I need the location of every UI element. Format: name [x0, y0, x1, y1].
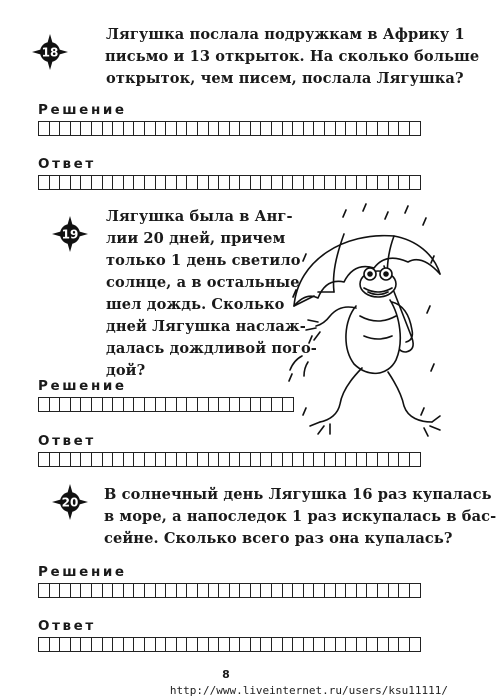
- grid-cell[interactable]: [336, 122, 347, 135]
- grid-cell[interactable]: [113, 176, 124, 189]
- grid-cell[interactable]: [50, 176, 61, 189]
- problem-18-badge: [32, 34, 68, 70]
- grid-cell[interactable]: [71, 584, 82, 597]
- solution-grid-20[interactable]: [38, 583, 421, 598]
- grid-cell[interactable]: [230, 638, 241, 651]
- grid-cell[interactable]: [177, 122, 188, 135]
- grid-cell[interactable]: [357, 176, 368, 189]
- grid-cell[interactable]: [399, 638, 410, 651]
- grid-cell[interactable]: [209, 176, 220, 189]
- grid-cell[interactable]: [124, 122, 135, 135]
- grid-cell[interactable]: [177, 638, 188, 651]
- grid-cell[interactable]: [251, 638, 262, 651]
- grid-cell[interactable]: [304, 584, 315, 597]
- grid-cell[interactable]: [81, 453, 92, 466]
- grid-cell[interactable]: [71, 398, 82, 411]
- grid-cell[interactable]: [187, 584, 198, 597]
- grid-cell[interactable]: [293, 453, 304, 466]
- grid-cell[interactable]: [410, 176, 421, 189]
- grid-cell[interactable]: [346, 176, 357, 189]
- grid-cell[interactable]: [272, 176, 283, 189]
- problem-19-line: далась дождливой пого-: [106, 340, 317, 357]
- grid-cell[interactable]: [198, 398, 209, 411]
- problem-19-line: шел дождь. Сколько: [106, 296, 285, 313]
- grid-cell[interactable]: [177, 584, 188, 597]
- grid-cell[interactable]: [113, 584, 124, 597]
- grid-cell[interactable]: [145, 584, 156, 597]
- grid-cell[interactable]: [166, 122, 177, 135]
- grid-cell[interactable]: [389, 122, 400, 135]
- grid-cell[interactable]: [336, 638, 347, 651]
- answer-grid-18[interactable]: [38, 175, 421, 190]
- grid-cell[interactable]: [145, 638, 156, 651]
- grid-cell[interactable]: [60, 453, 71, 466]
- grid-cell[interactable]: [156, 638, 167, 651]
- grid-cell[interactable]: [50, 398, 61, 411]
- grid-cell[interactable]: [293, 176, 304, 189]
- grid-cell[interactable]: [346, 638, 357, 651]
- grid-cell[interactable]: [304, 176, 315, 189]
- grid-cell[interactable]: [71, 638, 82, 651]
- grid-cell[interactable]: [336, 453, 347, 466]
- grid-cell[interactable]: [71, 122, 82, 135]
- grid-cell[interactable]: [60, 398, 71, 411]
- grid-cell[interactable]: [103, 453, 114, 466]
- solution-label-20: Решение: [38, 564, 127, 580]
- grid-cell[interactable]: [346, 584, 357, 597]
- grid-cell[interactable]: [410, 638, 421, 651]
- grid-cell[interactable]: [134, 122, 145, 135]
- grid-cell[interactable]: [293, 122, 304, 135]
- grid-cell[interactable]: [219, 398, 230, 411]
- problem-19-line: дней Лягушка наслаж-: [106, 318, 306, 335]
- grid-cell[interactable]: [283, 176, 294, 189]
- grid-cell[interactable]: [357, 122, 368, 135]
- grid-cell[interactable]: [251, 453, 262, 466]
- grid-cell[interactable]: [177, 176, 188, 189]
- answer-label-18: Ответ: [38, 156, 96, 172]
- grid-cell[interactable]: [92, 638, 103, 651]
- grid-cell[interactable]: [389, 584, 400, 597]
- grid-cell[interactable]: [367, 176, 378, 189]
- grid-cell[interactable]: [240, 122, 251, 135]
- problem-20-text: [104, 484, 496, 550]
- grid-cell[interactable]: [187, 638, 198, 651]
- grid-cell[interactable]: [145, 398, 156, 411]
- grid-cell[interactable]: [198, 122, 209, 135]
- grid-cell[interactable]: [134, 398, 145, 411]
- grid-cell[interactable]: [103, 638, 114, 651]
- grid-cell[interactable]: [166, 584, 177, 597]
- grid-cell[interactable]: [124, 584, 135, 597]
- grid-cell[interactable]: [346, 122, 357, 135]
- problem-19-line: только 1 день светило: [106, 252, 301, 269]
- solution-grid-19[interactable]: [38, 397, 294, 412]
- grid-cell[interactable]: [283, 398, 294, 411]
- grid-cell[interactable]: [219, 176, 230, 189]
- grid-cell[interactable]: [389, 453, 400, 466]
- grid-cell[interactable]: [389, 638, 400, 651]
- frog-umbrella-illustration: [284, 196, 444, 436]
- problem-20-line: В солнечный день Лягушка 16 раз купалась: [104, 486, 492, 503]
- grid-cell[interactable]: [399, 453, 410, 466]
- grid-cell[interactable]: [367, 453, 378, 466]
- grid-cell[interactable]: [60, 584, 71, 597]
- grid-cell[interactable]: [410, 584, 421, 597]
- grid-cell[interactable]: [399, 122, 410, 135]
- grid-cell[interactable]: [378, 638, 389, 651]
- grid-cell[interactable]: [325, 453, 336, 466]
- grid-cell[interactable]: [209, 584, 220, 597]
- grid-cell[interactable]: [134, 176, 145, 189]
- grid-cell[interactable]: [81, 176, 92, 189]
- grid-cell[interactable]: [113, 638, 124, 651]
- grid-cell[interactable]: [177, 398, 188, 411]
- grid-cell[interactable]: [314, 638, 325, 651]
- grid-cell[interactable]: [92, 122, 103, 135]
- grid-cell[interactable]: [81, 584, 92, 597]
- grid-cell[interactable]: [156, 176, 167, 189]
- grid-cell[interactable]: [198, 453, 209, 466]
- grid-cell[interactable]: [113, 122, 124, 135]
- problem-20-badge: [52, 484, 88, 520]
- grid-cell[interactable]: [187, 398, 198, 411]
- grid-cell[interactable]: [60, 638, 71, 651]
- grid-cell[interactable]: [261, 398, 272, 411]
- grid-cell[interactable]: [198, 176, 209, 189]
- grid-cell[interactable]: [134, 638, 145, 651]
- grid-cell[interactable]: [261, 453, 272, 466]
- grid-cell[interactable]: [113, 398, 124, 411]
- problem-18-text: [106, 24, 479, 90]
- grid-cell[interactable]: [283, 638, 294, 651]
- grid-cell[interactable]: [145, 453, 156, 466]
- grid-cell[interactable]: [219, 638, 230, 651]
- grid-cell[interactable]: [92, 453, 103, 466]
- grid-cell[interactable]: [293, 638, 304, 651]
- grid-cell[interactable]: [304, 453, 315, 466]
- grid-cell[interactable]: [156, 453, 167, 466]
- grid-cell[interactable]: [209, 453, 220, 466]
- answer-label-19: Ответ: [38, 433, 96, 449]
- grid-cell[interactable]: [272, 638, 283, 651]
- grid-cell[interactable]: [283, 584, 294, 597]
- grid-cell[interactable]: [336, 176, 347, 189]
- answer-label-20: Ответ: [38, 618, 96, 634]
- grid-cell[interactable]: [261, 638, 272, 651]
- grid-cell[interactable]: [272, 398, 283, 411]
- problem-19-line: солнце, а в остальные: [106, 274, 300, 291]
- grid-cell[interactable]: [251, 122, 262, 135]
- grid-cell[interactable]: [283, 122, 294, 135]
- grid-cell[interactable]: [81, 398, 92, 411]
- grid-cell[interactable]: [251, 398, 262, 411]
- grid-cell[interactable]: [357, 638, 368, 651]
- grid-cell[interactable]: [50, 584, 61, 597]
- grid-cell[interactable]: [124, 398, 135, 411]
- problem-18-line: Лягушка послала подружкам в Африку 1: [106, 26, 465, 43]
- grid-cell[interactable]: [92, 398, 103, 411]
- grid-cell[interactable]: [367, 122, 378, 135]
- grid-cell[interactable]: [272, 453, 283, 466]
- watermark-url: http://www.liveinternet.ru/users/ksu11111/: [169, 684, 448, 697]
- grid-cell[interactable]: [304, 122, 315, 135]
- grid-cell[interactable]: [50, 453, 61, 466]
- grid-cell[interactable]: [103, 176, 114, 189]
- problem-19-badge: [52, 216, 88, 252]
- grid-cell[interactable]: [410, 122, 421, 135]
- problem-20-number: 20: [61, 495, 79, 510]
- grid-cell[interactable]: [378, 176, 389, 189]
- grid-cell[interactable]: [209, 638, 220, 651]
- problem-19-line: лии 20 дней, причем: [106, 230, 286, 247]
- grid-cell[interactable]: [272, 584, 283, 597]
- grid-cell[interactable]: [134, 453, 145, 466]
- grid-cell[interactable]: [60, 176, 71, 189]
- grid-cell[interactable]: [177, 453, 188, 466]
- grid-cell[interactable]: [251, 584, 262, 597]
- grid-cell[interactable]: [50, 638, 61, 651]
- grid-cell[interactable]: [198, 638, 209, 651]
- grid-cell[interactable]: [325, 638, 336, 651]
- grid-cell[interactable]: [81, 122, 92, 135]
- grid-cell[interactable]: [209, 398, 220, 411]
- grid-cell[interactable]: [103, 398, 114, 411]
- problem-19-number: 19: [61, 227, 79, 242]
- grid-cell[interactable]: [39, 584, 50, 597]
- page-number: 8: [222, 668, 230, 681]
- grid-cell[interactable]: [39, 453, 50, 466]
- grid-cell[interactable]: [357, 584, 368, 597]
- grid-cell[interactable]: [92, 176, 103, 189]
- problem-18-line: письмо и 13 открыток. На сколько больше: [105, 48, 480, 65]
- grid-cell[interactable]: [39, 122, 50, 135]
- grid-cell[interactable]: [113, 453, 124, 466]
- grid-cell[interactable]: [156, 122, 167, 135]
- grid-cell[interactable]: [103, 584, 114, 597]
- problem-19-line: дой?: [106, 362, 146, 379]
- grid-cell[interactable]: [187, 176, 198, 189]
- grid-cell[interactable]: [166, 638, 177, 651]
- grid-cell[interactable]: [209, 122, 220, 135]
- grid-cell[interactable]: [71, 453, 82, 466]
- grid-cell[interactable]: [81, 638, 92, 651]
- grid-cell[interactable]: [187, 122, 198, 135]
- grid-cell[interactable]: [314, 122, 325, 135]
- grid-cell[interactable]: [124, 176, 135, 189]
- grid-cell[interactable]: [230, 122, 241, 135]
- grid-cell[interactable]: [145, 122, 156, 135]
- grid-cell[interactable]: [124, 453, 135, 466]
- grid-cell[interactable]: [272, 122, 283, 135]
- grid-cell[interactable]: [314, 176, 325, 189]
- grid-cell[interactable]: [240, 584, 251, 597]
- grid-cell[interactable]: [378, 122, 389, 135]
- grid-cell[interactable]: [240, 638, 251, 651]
- grid-cell[interactable]: [92, 584, 103, 597]
- grid-cell[interactable]: [219, 453, 230, 466]
- grid-cell[interactable]: [325, 176, 336, 189]
- grid-cell[interactable]: [399, 176, 410, 189]
- grid-cell[interactable]: [357, 453, 368, 466]
- grid-cell[interactable]: [124, 638, 135, 651]
- grid-cell[interactable]: [230, 176, 241, 189]
- grid-cell[interactable]: [156, 584, 167, 597]
- grid-cell[interactable]: [378, 584, 389, 597]
- grid-cell[interactable]: [325, 122, 336, 135]
- grid-cell[interactable]: [219, 584, 230, 597]
- grid-cell[interactable]: [134, 584, 145, 597]
- grid-cell[interactable]: [261, 122, 272, 135]
- problem-20-line: в море, а напоследок 1 раз искупалась в бас-: [104, 508, 496, 525]
- grid-cell[interactable]: [399, 584, 410, 597]
- grid-cell[interactable]: [293, 584, 304, 597]
- grid-cell[interactable]: [198, 584, 209, 597]
- grid-cell[interactable]: [261, 176, 272, 189]
- grid-cell[interactable]: [240, 453, 251, 466]
- problem-18-number: 18: [41, 45, 59, 60]
- grid-cell[interactable]: [50, 122, 61, 135]
- problem-20-line: сейне. Сколько всего раз она купалась?: [104, 530, 453, 547]
- grid-cell[interactable]: [60, 122, 71, 135]
- answer-grid-19[interactable]: [38, 452, 421, 467]
- grid-cell[interactable]: [166, 176, 177, 189]
- solution-grid-18[interactable]: [38, 121, 421, 136]
- grid-cell[interactable]: [230, 453, 241, 466]
- solution-label-18: Решение: [38, 102, 127, 118]
- grid-cell[interactable]: [145, 176, 156, 189]
- grid-cell[interactable]: [314, 453, 325, 466]
- grid-cell[interactable]: [219, 122, 230, 135]
- grid-cell[interactable]: [367, 584, 378, 597]
- problem-18-line: открыток, чем писем, послала Лягушка?: [106, 70, 464, 87]
- grid-cell[interactable]: [39, 398, 50, 411]
- grid-cell[interactable]: [39, 638, 50, 651]
- grid-cell[interactable]: [187, 453, 198, 466]
- grid-cell[interactable]: [166, 398, 177, 411]
- grid-cell[interactable]: [251, 176, 262, 189]
- grid-cell[interactable]: [103, 122, 114, 135]
- problem-19-line: Лягушка была в Анг-: [106, 208, 293, 225]
- grid-cell[interactable]: [325, 584, 336, 597]
- grid-cell[interactable]: [230, 584, 241, 597]
- grid-cell[interactable]: [378, 453, 389, 466]
- grid-cell[interactable]: [240, 176, 251, 189]
- grid-cell[interactable]: [410, 453, 421, 466]
- grid-cell[interactable]: [166, 453, 177, 466]
- grid-cell[interactable]: [39, 176, 50, 189]
- grid-cell[interactable]: [156, 398, 167, 411]
- grid-cell[interactable]: [389, 176, 400, 189]
- grid-cell[interactable]: [240, 398, 251, 411]
- grid-cell[interactable]: [283, 453, 294, 466]
- grid-cell[interactable]: [230, 398, 241, 411]
- grid-cell[interactable]: [71, 176, 82, 189]
- solution-label-19: Решение: [38, 378, 127, 394]
- grid-cell[interactable]: [314, 584, 325, 597]
- grid-cell[interactable]: [336, 584, 347, 597]
- answer-grid-20[interactable]: [38, 637, 421, 652]
- grid-cell[interactable]: [346, 453, 357, 466]
- grid-cell[interactable]: [367, 638, 378, 651]
- grid-cell[interactable]: [261, 584, 272, 597]
- grid-cell[interactable]: [304, 638, 315, 651]
